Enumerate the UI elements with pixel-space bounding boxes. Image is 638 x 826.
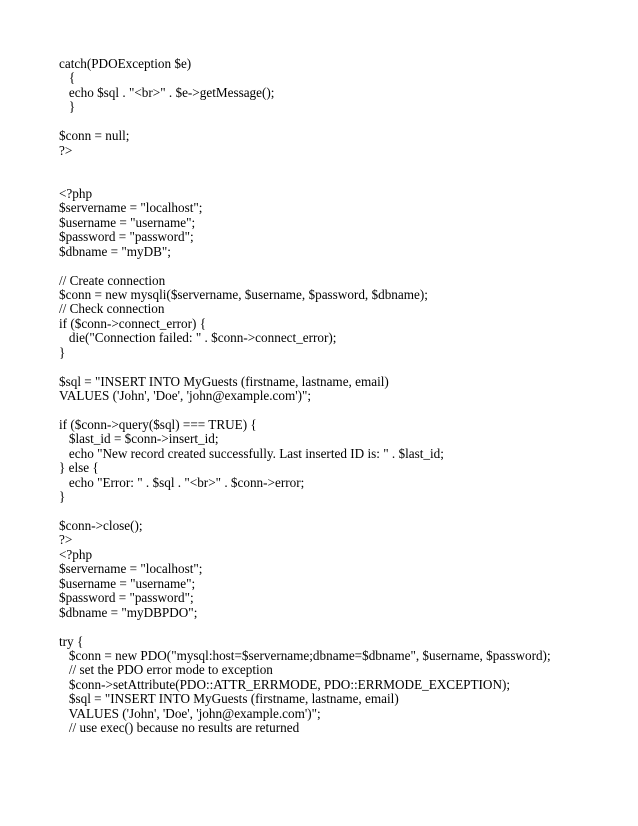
code-line: $conn = null; xyxy=(59,128,130,144)
code-line: echo $sql . "<br>" . $e->getMessage(); xyxy=(59,84,275,100)
code-line: // use exec() because no results are returned xyxy=(59,720,300,736)
code-line: ?> xyxy=(59,532,73,548)
code-line: die("Connection failed: " . $conn->connect_error); xyxy=(59,330,337,346)
code-line: $username = "username"; xyxy=(59,214,196,230)
code-line: } xyxy=(59,99,76,115)
code-line: ?> xyxy=(59,142,73,158)
code-line: $last_id = $conn->insert_id; xyxy=(59,431,219,447)
code-line: $sql = "INSERT INTO MyGuests (firstname, lastname, email) xyxy=(59,691,399,707)
code-line: { xyxy=(59,70,76,86)
code-line: $conn->setAttribute(PDO::ATTR_ERRMODE, PDO::ERRMODE_EXCEPTION); xyxy=(59,676,511,692)
code-line: $password = "password"; xyxy=(59,229,194,245)
blank-line xyxy=(59,158,619,172)
code-line: $password = "password"; xyxy=(59,590,194,606)
blank-line xyxy=(59,115,619,129)
code-line: $username = "username"; xyxy=(59,575,196,591)
code-line: try { xyxy=(59,633,84,649)
code-line: // Check connection xyxy=(59,301,165,317)
code-line: } xyxy=(59,489,66,505)
code-line: $conn->close(); xyxy=(59,518,143,533)
code-line: // set the PDO error mode to exception xyxy=(59,662,273,678)
code-line: } xyxy=(59,344,66,360)
code-line: $dbname = "myDBPDO"; xyxy=(59,604,198,620)
code-line: echo "New record created successfully. Last inserted ID is: " . $last_id; xyxy=(59,445,444,461)
blank-line xyxy=(59,259,619,273)
code-line: VALUES ('John', 'Doe', 'john@example.com')"; xyxy=(59,705,321,721)
code-line: VALUES ('John', 'Doe', 'john@example.com')"; xyxy=(59,388,312,404)
code-listing xyxy=(59,57,619,736)
code-line: if ($conn->connect_error) { xyxy=(59,315,207,331)
code-line: $conn = new PDO("mysql:host=$servername;dbname=$dbname", $username, $password); xyxy=(59,647,551,663)
code-line: <?php xyxy=(59,546,93,562)
blank-line xyxy=(59,173,619,187)
blank-line xyxy=(59,404,619,418)
code-line: catch(PDOException $e) xyxy=(59,56,192,71)
blank-line xyxy=(59,505,619,519)
blank-line xyxy=(59,360,619,374)
code-line: <?php xyxy=(59,185,93,201)
code-line: $servername = "localhost"; xyxy=(59,200,203,216)
code-line: } else { xyxy=(59,460,99,476)
code-line: // Create connection xyxy=(59,272,166,288)
code-line: $servername = "localhost"; xyxy=(59,561,203,577)
code-line: echo "Error: " . $sql . "<br>" . $conn->error; xyxy=(59,474,305,490)
code-line: if ($conn->query($sql) === TRUE) { xyxy=(59,416,257,432)
code-line: $dbname = "myDB"; xyxy=(59,243,171,259)
code-line: $sql = "INSERT INTO MyGuests (firstname, lastname, email) xyxy=(59,373,389,389)
code-line: $conn = new mysqli($servername, $username, $password, $dbname); xyxy=(59,287,428,302)
blank-line xyxy=(59,620,619,634)
